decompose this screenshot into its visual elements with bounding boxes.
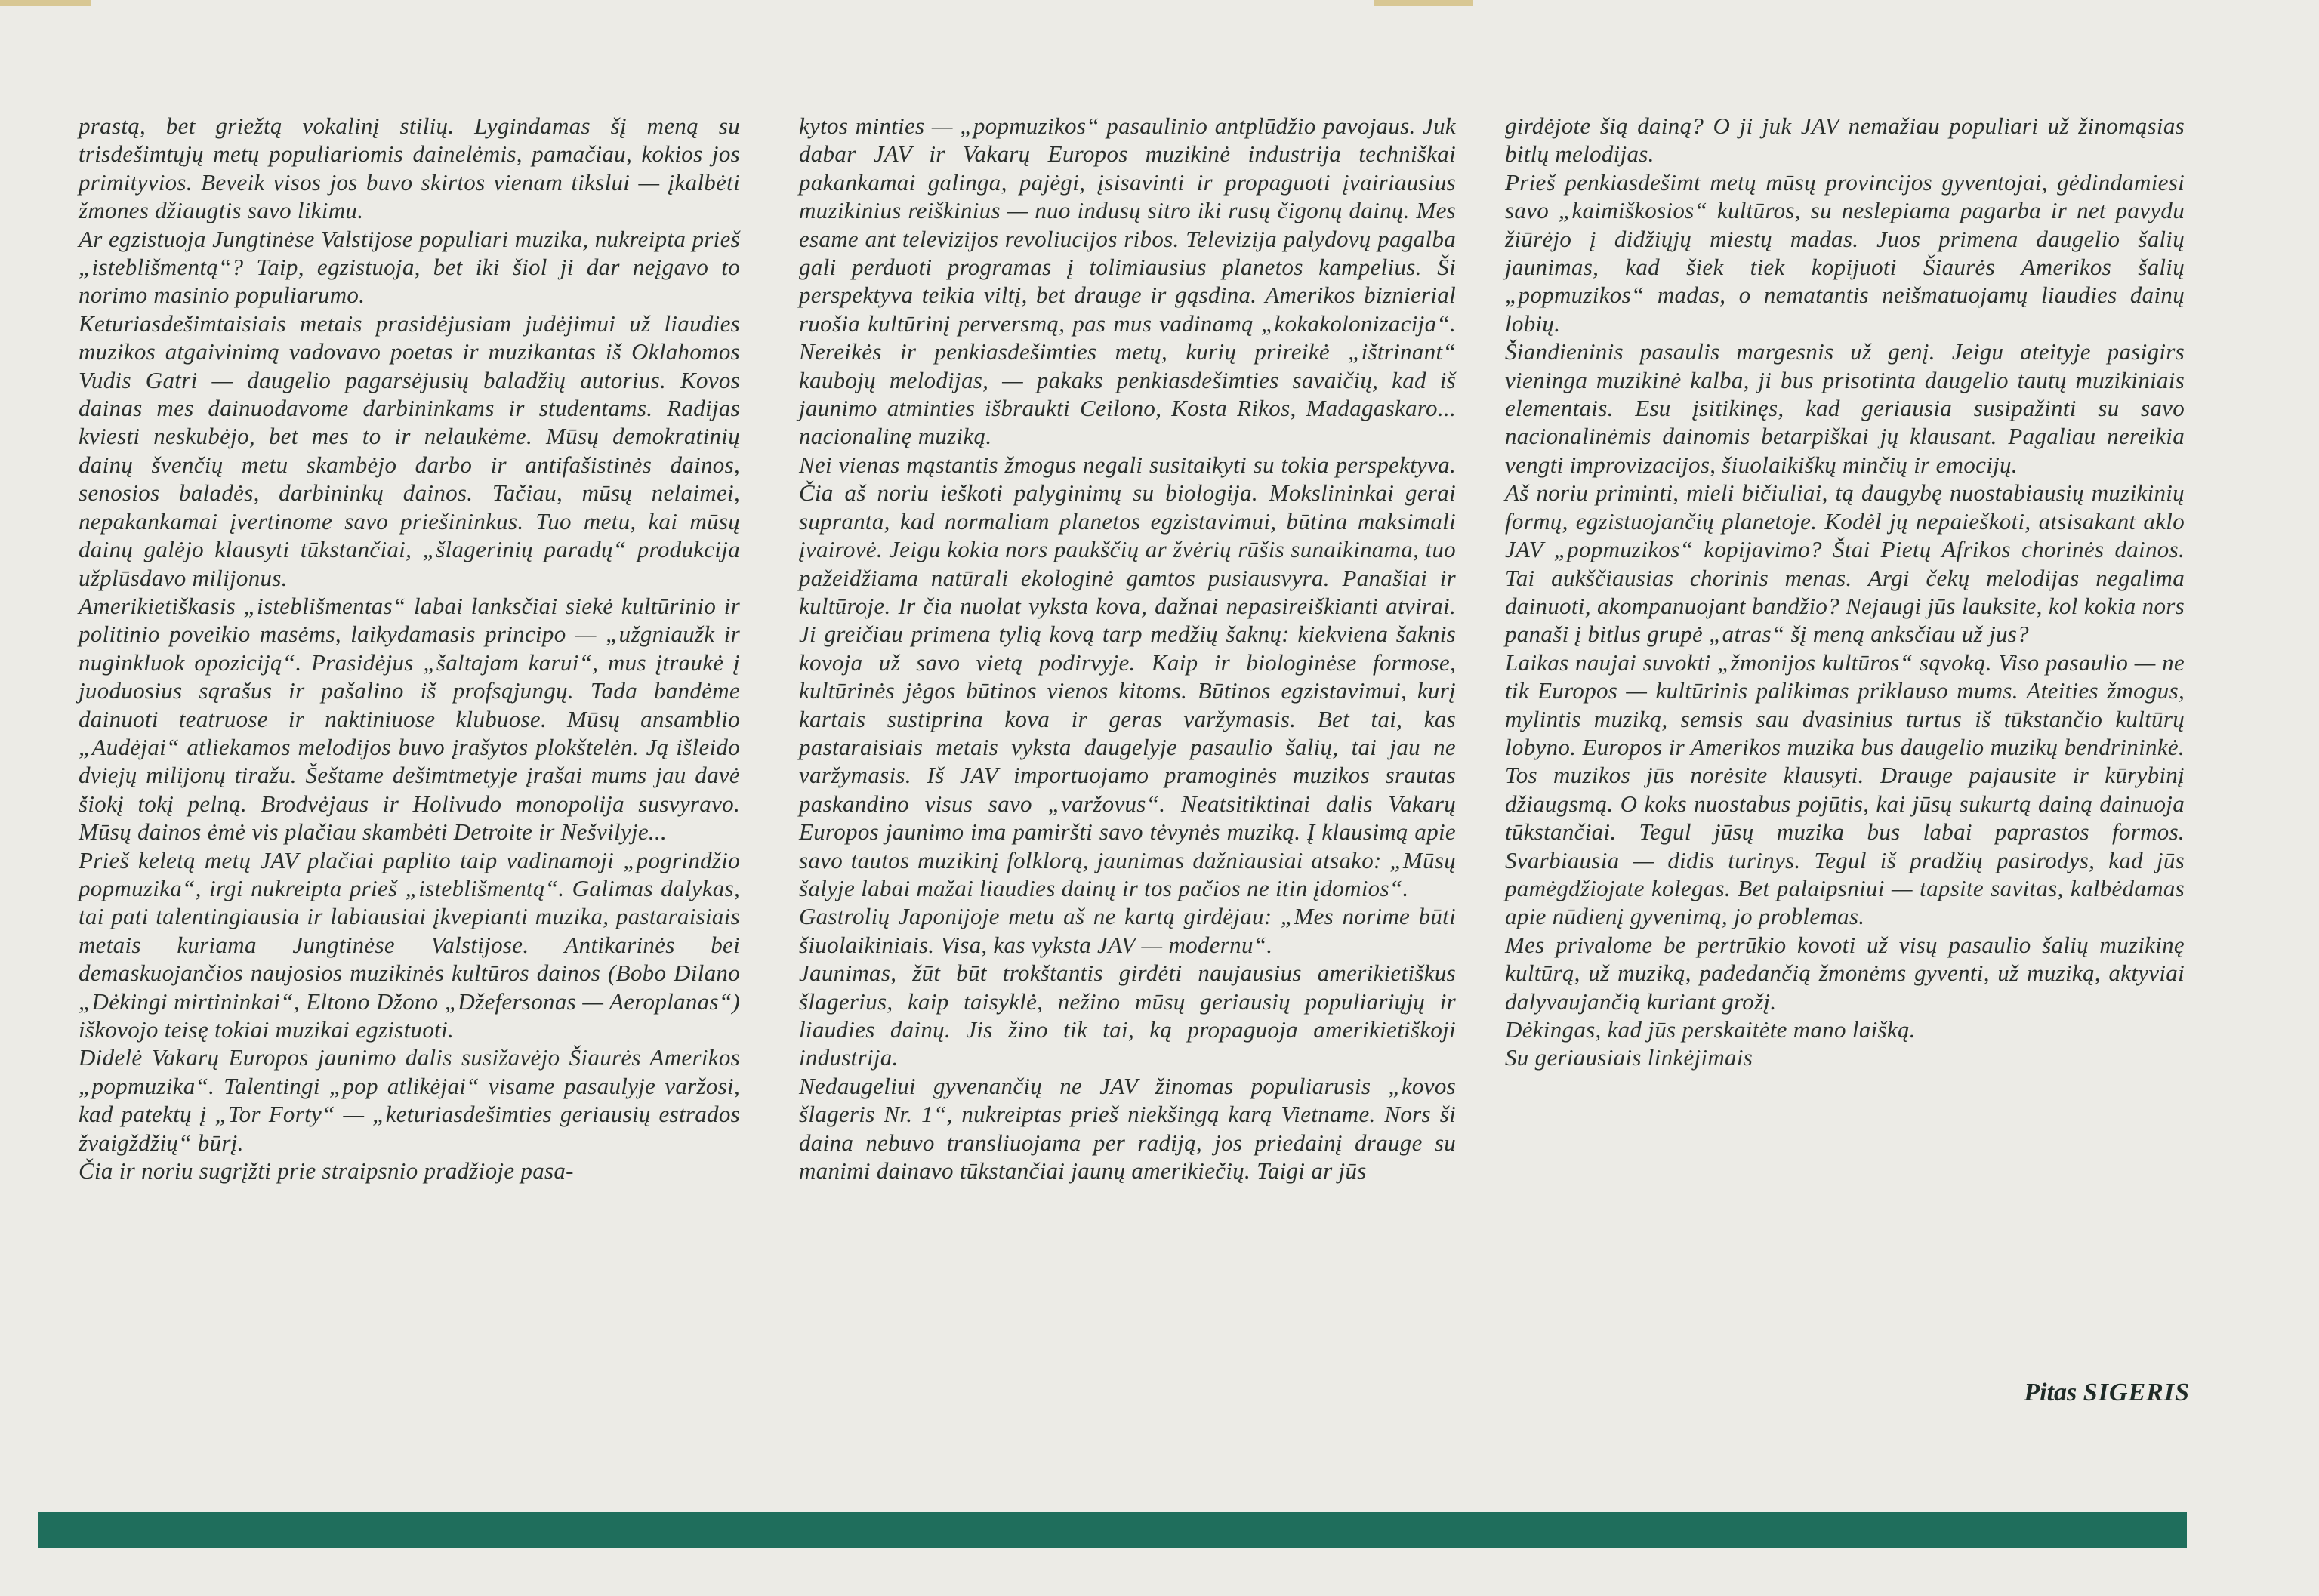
paragraph: girdėjote šią dainą? O ji juk JAV nemažiau populiari už žinomąsias bitlų melodijas.	[1505, 112, 2185, 168]
paragraph: Šiandieninis pasaulis margesnis už genį. Jeigu ateityje pasigirs vieninga muzikinė kalba, ji bus prisotinta daugelio tautų muzikiniais elementais. Esu įsitikinęs, kad geriausia susipažinti su savo nacionalinėmis dainomis betarpiškai jų klausant. Pagaliau nereikia vengti improvizacijos, šiuolaikiškų minčių ir emocijų.	[1505, 338, 2185, 478]
top-edge-mark-left	[0, 0, 91, 6]
paragraph: Čia ir noriu sugrįžti prie straipsnio pradžioje pasa-	[79, 1157, 574, 1185]
text-column-1	[79, 112, 740, 1185]
author-last-name: SIGERIS	[2083, 1379, 2190, 1407]
paragraph: Prieš penkiasdešimt metų mūsų provincijos gyventojai, gėdindamiesi savo „kaimiškosios“ kultūros, su neslepiama pagarba ir net pavydu žiūrėjo į didžiųjų miestų madas. Juos primena daugelio šalių jaunimas, kad šiek tiek kopijuoti Šiaurės Amerikos šalių „popmuzikos“ madas, o nematantis neišmatuojamų liaudies dainų lobių.	[1505, 168, 2185, 337]
paragraph: Gastrolių Japonijoje metu aš ne kartą girdėjau: „Mes norime būti šiuolaikiniais. Visa, kas vyksta JAV — modernu“.	[799, 903, 1456, 958]
paragraph: Jaunimas, žūt būt trokštantis girdėti naujausius amerikietiškus šlagerius, kaip taisyklė, nežino mūsų geriausių populiariųjų ir liaudies dainų. Jis žino tik tai, ką propaguoja amerikietiškoji industrija.	[799, 960, 1456, 1071]
paragraph: Mes privalome be pertrūkio kovoti už visų pasaulio šalių muzikinę kultūrą, už muziką, padedančią žmonėms gyventi, už muziką, aktyviai dalyvaujančią kuriant grožį.	[1505, 931, 2185, 1015]
paragraph: Keturiasdešimtaisiais metais prasidėjusiam judėjimui už liaudies muzikos atgaivinimą vadovavo poetas ir muzikantas iš Oklahomos Vudis Gatri — daugelio pagarsėjusių baladžių autorius. Kovos dainas mes dainuodavome darbininkams ir studentams. Radijas kviesti neskubėjo, bet mes to ir nelaukėme. Mūsų demokratinių dainų švenčių metu skambėjo darbo ir antifašistinės dainos, senosios baladės, darbininkų dainos. Tačiau, mūsų nelaimei, nepakankamai įvertinome savo priešininkus. Tuo metu, kai mūsų dainų galėjo klausyti tūkstančiai, „šlagerinių paradų“ produkcija užplūsdavo milijonus.	[79, 310, 740, 591]
closing-greeting: Su geriausiais linkėjimais	[1505, 1044, 1753, 1071]
closing-thanks: Dėkingas, kad jūs perskaitėte mano laišką.	[1505, 1016, 1916, 1043]
paragraph: kytos minties — „popmuzikos“ pasaulinio antplūdžio pavojaus. Juk dabar JAV ir Vakarų Europos muzikinė industrija techniškai pakankamai galinga, pajėgi, įsisavinti ir propaguoti įvairiausius muzikinius reiškinius — nuo indusų sitro iki rusų čigonų dainų. Mes esame ant televizijos revoliucijos ribos. Televizija palydovų pagalba gali perduoti programas į tolimiausius planetos kampelius. Ši perspektyva teikia viltį, bet drauge ir gąsdina. Amerikos biznierial ruošia kultūrinį perversmą, pas mus vadinamą „kokakolonizacija“. Nereikės ir penkiasdešimties metų, kurių prireikė „ištrinant“ kaubojų melodijas, — pakaks penkiasdešimties savaičių, kad iš jaunimo atminties išbraukti Ceilono, Kosta Rikos, Madagaskaro... nacionalinę muziką.	[799, 112, 1456, 450]
text-column-2	[799, 112, 1456, 1185]
top-edge-mark-right	[1374, 0, 1473, 6]
paragraph: Nedaugeliui gyvenančių ne JAV žinomas populiarusis „kovos šlageris Nr. 1“, nukreiptas prieš niekšingą karą Vietname. Nors ši daina nebuvo transliuojama per radiją, jos priedainį drauge su manimi dainavo tūkstančiai jaunų amerikiečių. Taigi ar jūs	[799, 1072, 1456, 1185]
paragraph: prastą, bet griežtą vokalinį stilių. Lygindamas šį meną su trisdešimtųjų metų populiariomis dainelėmis, pamačiau, kokios jos primityvios. Beveik visos jos buvo skirtos vienam tikslui — įkalbėti žmones džiaugtis savo likimu.	[79, 112, 740, 224]
paragraph: Nei vienas mąstantis žmogus negali susitaikyti su tokia perspektyva. Čia aš noriu ieškoti palyginimų su biologija. Mokslininkai gerai supranta, kad normaliam planetos egzistavimui, būtina maksimali įvairovė. Jeigu kokia nors paukščių ar žvėrių rūšis sunaikinama, tuo pažeidžiama natūrali ekologinė gamtos pusiausvyra. Panašiai ir kultūroje. Ir čia nuolat vyksta kova, dažnai nepasireiškianti atvirai. Ji greičiau primena tylią kovą tarp medžių šaknų: kiekviena šaknis kovoja už savo vietą podirvyje. Kaip ir biologinėse formose, kultūrinės jėgos būtinos vienos kitoms. Būtinos egzistavimui, kurį kartais sustiprina kova ir geras varžymasis. Bet tai, kas pastaraisiais metais vyksta daugelyje pasaulio šalių, tai jau ne varžymasis. Iš JAV importuojamo pramoginės muzikos srautas paskandino visus savo „varžovus“. Neatsitiktinai dalis Vakarų Europos jaunimo ima pamiršti savo tėvynės muziką. Į klausimą apie savo tautos muzikinį folklorą, jaunimas dažniausiai atsako: „Mūsų šalyje labai mažai liaudies dainų ir tos pačios ne itin įdomios“.	[799, 451, 1456, 901]
text-column-3	[1505, 112, 2185, 1072]
paragraph: Aš noriu priminti, mieli bičiuliai, tą daugybę nuostabiausių muzikinių formų, egzistuojančių planetoje. Kodėl jų nepaieškoti, atsisakant aklo JAV „popmuzikos“ kopijavimo? Štai Pietų Afrikos chorinės dainos. Tai aukščiausias chorinis menas. Argi čekų melodijas negalima dainuoti, akompanuojant bandžio? Nejaugi jūs lauksite, kol kokia nors panaši į bitlus grupė „atras“ šį meną anksčiau už jus?	[1505, 479, 2185, 648]
paragraph: Amerikietiškasis „isteblišmentas“ labai lanksčiai siekė kultūrinio ir politinio poveikio masėms, laikydamasis principo — „užgniaužk ir nuginkluok opoziciją“. Prasidėjus „šaltajam karui“, mus įtraukė į juoduosius sąrašus ir pašalino iš profsąjungų. Tada bandėme dainuoti teatruose ir naktiniuose klubuose. Mūsų ansamblio „Audėjai“ atliekamos melodijos buvo įrašytos plokštelėn. Ją išleido dviejų milijonų tiražu. Šeštame dešimtmetyje įrašai mums jau davė šiokį tokį pelną. Brodvėjaus ir Holivudo monopolija susvyravo. Mūsų dainos ėmė vis plačiau skambėti Detroite ir Nešvilyje...	[79, 592, 740, 846]
author-first-name: Pitas	[2024, 1379, 2077, 1407]
footer-color-bar	[38, 1512, 2187, 1548]
paragraph: Laikas naujai suvokti „žmonijos kultūros“ sąvoką. Viso pasaulio — ne tik Europos — kultūrinis palikimas priklauso mums. Ateities žmogus, mylintis muziką, semsis sau dvasinius turtus iš tūkstančio kultūrų lobyno. Europos ir Amerikos muzika bus daugelio muzikų bendrininkė. Tos muzikos jūs norėsite klausyti. Drauge pajausite ir kūrybinį džiaugsmą. O koks nuostabus pojūtis, kai jūsų sukurtą dainą dainuoja tūkstančiai. Tegul jūsų muzika bus labai paprastos formos. Svarbiausia — didis turinys. Tegul iš pradžių pasirodys, kad jūs pamėgdžiojate kolegas. Bet palaipsniui — tapsite savitas, kalbėdamas apie nūdienį gyvenimą, jo problemas.	[1505, 649, 2185, 930]
paragraph: Didelė Vakarų Europos jaunimo dalis susižavėjo Šiaurės Amerikos „popmuzika“. Talentingi „pop atlikėjai“ visame pasaulyje varžosi, kad patektų į „Tor Forty“ — „keturiasdešimties geriausių estrados žvaigždžių“ būrį.	[79, 1044, 740, 1156]
paragraph: Ar egzistuoja Jungtinėse Valstijose populiari muzika, nukreipta prieš „isteblišmentą“? Taip, egzistuoja, bet iki šiol ji dar neįgavo to norimo masinio populiarumo.	[79, 225, 740, 309]
paragraph: Prieš keletą metų JAV plačiai paplito taip vadinamoji „pogrindžio popmuzika“, irgi nukreipta prieš „isteblišmentą“. Galimas dalykas, tai pati talentingiausia ir labiausiai įkvepianti muzika, pastaraisiais metais kuriama Jungtinėse Valstijose. Antikarinės bei demaskuojančios naujosios muzikinės kultūros dainos (Bobo Dilano „Dėkingi mirtininkai“, Eltono Džono „Džefersonas — Aeroplanas“) iškovojo teisę tokiai muzikai egzistuoti.	[79, 846, 740, 1043]
author-signature	[1827, 1379, 2190, 1407]
